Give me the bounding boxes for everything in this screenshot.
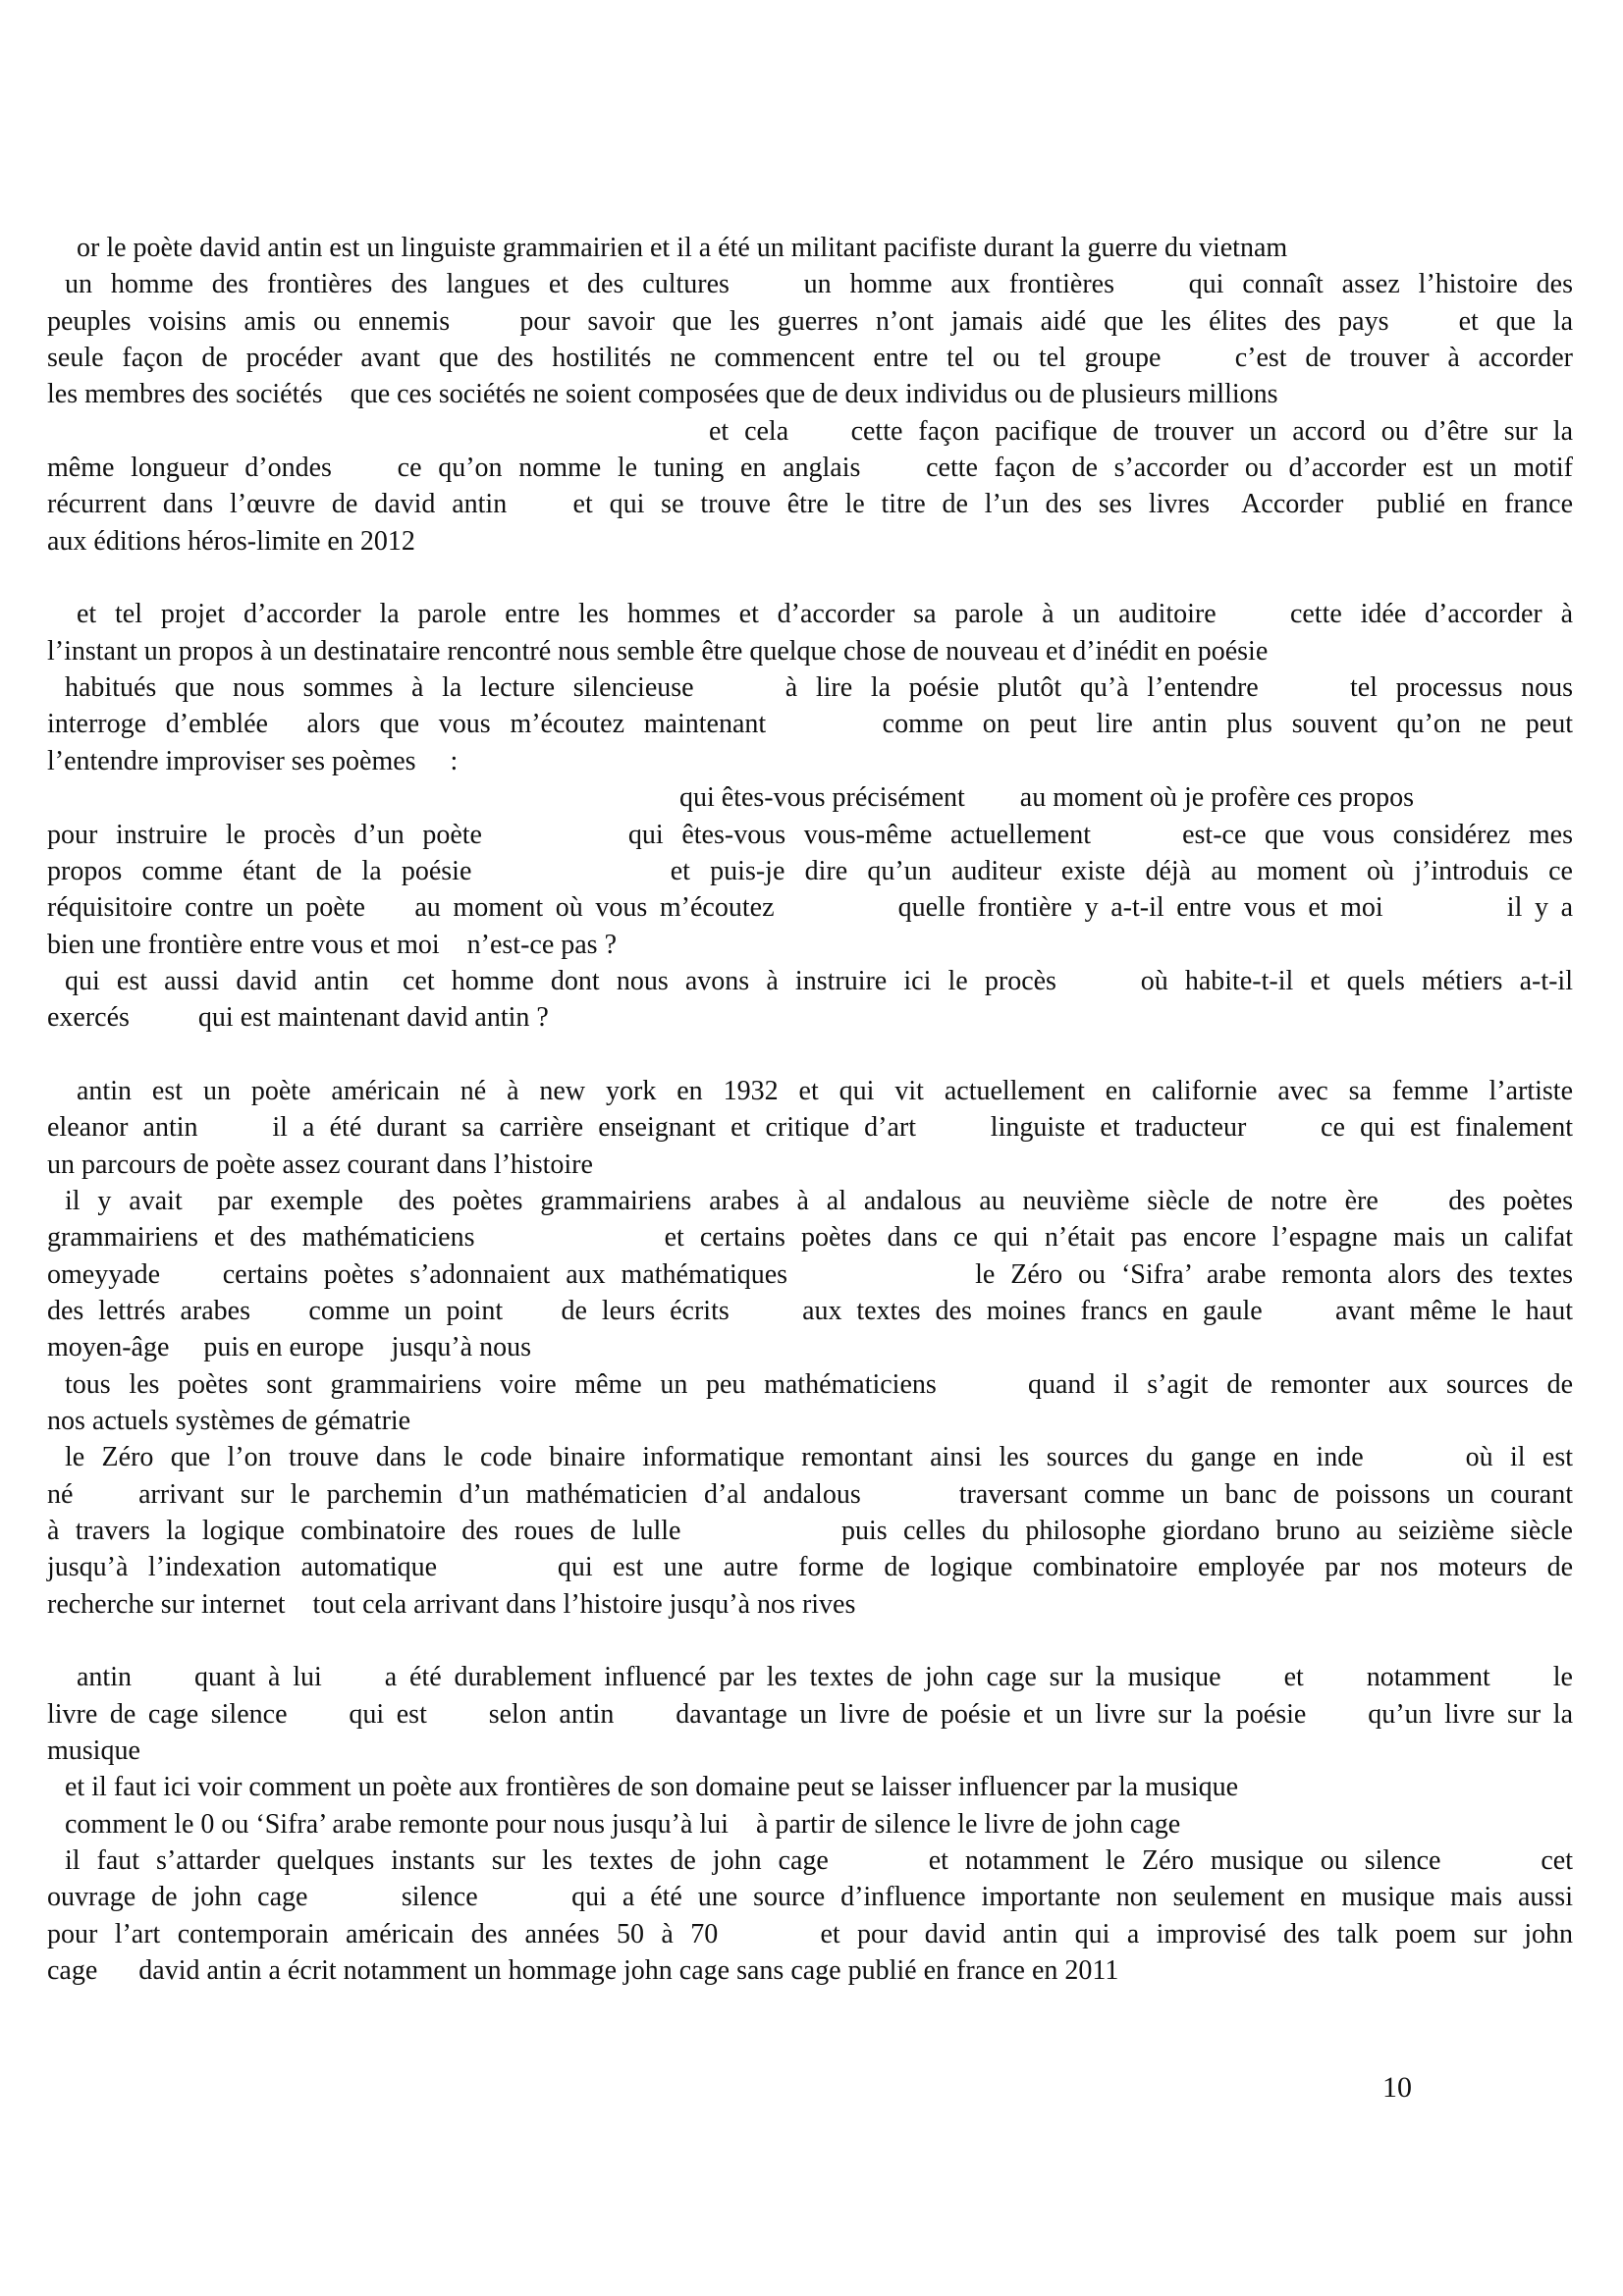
paragraph xyxy=(47,1073,1573,1623)
text-line: grammairiens et des mathématiciens et certains poètes dans ce qui n’était pas encore l’espagne mais un califat xyxy=(47,1222,1573,1254)
text-line: à travers la logique combinatoire des roues de lulle puis celles du philosophe giordano bruno au seizième siècle xyxy=(47,1516,1573,1547)
text-line: il faut s’attarder quelques instants sur les textes de john cage et notamment le Zéro musique ou silence cet xyxy=(65,1845,1573,1877)
text-line: l’entendre improviser ses poèmes : xyxy=(47,745,459,776)
text-line: or le poète david antin est un linguiste grammairien et il a été un militant pacifiste durant la guerre du vietnam xyxy=(77,233,1288,263)
text-line: le Zéro que l’on trouve dans le code binaire informatique remontant ainsi les sources du gange en inde où il est xyxy=(65,1442,1573,1473)
paragraph-gap xyxy=(47,560,1573,596)
paragraph-gap xyxy=(47,1037,1573,1073)
text-line: recherche sur internet tout cela arrivant dans l’histoire jusqu’à nos rives xyxy=(47,1588,856,1620)
text-line: pour instruire le procès d’un poète qui êtes-vous vous-même actuellement est-ce que vous considérez mes xyxy=(47,819,1573,850)
text-line: pour l’art contemporain américain des années 50 à 70 et pour david antin qui a improvisé des talk poem sur john xyxy=(47,1918,1573,1949)
text-line: un parcours de poète assez courant dans l’histoire xyxy=(47,1148,593,1180)
text-line: cage david antin a écrit notamment un hommage john cage sans cage publié en france en 2011 xyxy=(47,1955,1119,1987)
text-line: bien une frontière entre vous et moi n’est-ce pas ? xyxy=(47,929,618,960)
text-line: né arrivant sur le parchemin d’un mathématicien d’al andalous traversant comme un banc de poissons un courant xyxy=(47,1478,1573,1510)
paragraph xyxy=(47,596,1573,1036)
text-line: les membres des sociétés que ces sociétés ne soient composées que de deux individus ou de plusieurs millions xyxy=(47,379,1278,410)
text-line: tous les poètes sont grammairiens voire même un peu mathématiciens quand il s’agit de remonter aux sources de xyxy=(65,1368,1573,1400)
page-number: 10 xyxy=(1382,2071,1412,2104)
paragraph-gap xyxy=(47,1623,1573,1659)
text-line: jusqu’à l’indexation automatique qui est une autre forme de logique combinatoire employée par nos moteurs de xyxy=(47,1552,1573,1583)
text-line: musique xyxy=(47,1735,140,1767)
text-line: récurrent dans l’œuvre de david antin et qui se trouve être le titre de l’un des ses livres Accorder publié en france xyxy=(47,489,1573,520)
text-line: l’instant un propos à un destinataire rencontré nous semble être quelque chose de nouveau et d’inédit en poésie xyxy=(47,635,1269,667)
text-line: qui est aussi david antin cet homme dont nous avons à instruire ici le procès où habite-t-il et quels métiers a-t-il xyxy=(65,965,1573,996)
text-line: qui êtes-vous précisément au moment où je profère ces propos xyxy=(679,782,1415,814)
text-line: moyen-âge puis en europe jusqu’à nous xyxy=(47,1332,531,1363)
text-line: exercés qui est maintenant david antin ? xyxy=(47,1002,549,1034)
text-line: et cela cette façon pacifique de trouver un accord ou d’être sur la xyxy=(709,415,1573,447)
text-line: antin est un poète américain né à new york en 1932 et qui vit actuellement en californie avec sa femme l’artiste xyxy=(77,1075,1573,1106)
text-line: livre de cage silence qui est selon antin davantage un livre de poésie et un livre sur la poésie qu’un livre sur la xyxy=(47,1698,1573,1730)
text-line: il y avait par exemple des poètes grammairiens arabes à al andalous au neuvième siècle de notre ère des poètes xyxy=(65,1185,1573,1216)
text-line: même longueur d’ondes ce qu’on nomme le tuning en anglais cette façon de s’accorder ou d’accorder est un motif xyxy=(47,453,1573,484)
text-line: comment le 0 ou ‘Sifra’ arabe remonte pour nous jusqu’à lui à partir de silence le livre de john cage xyxy=(65,1808,1181,1840)
text-line: interroge d’emblée alors que vous m’écoutez maintenant comme on peut lire antin plus souvent qu’on ne peut xyxy=(47,709,1573,740)
text-line: omeyyade certains poètes s’adonnaient aux mathématiques le Zéro ou ‘Sifra’ arabe remonta alors des textes xyxy=(47,1258,1573,1290)
text-line: eleanor antin il a été durant sa carrière enseignant et critique d’art linguiste et traducteur ce qui est finalement xyxy=(47,1112,1573,1144)
paragraph xyxy=(47,230,1573,560)
text-line: habitués que nous sommes à la lecture silencieuse à lire la poésie plutôt qu’à l’entendre tel processus nous xyxy=(65,672,1573,704)
text-line: un homme des frontières des langues et des cultures un homme aux frontières qui connaît assez l’histoire des xyxy=(65,269,1573,300)
text-line: et il faut ici voir comment un poète aux frontières de son domaine peut se laisser influencer par la musique xyxy=(65,1772,1239,1803)
text-line: et tel projet d’accorder la parole entre les hommes et d’accorder sa parole à un auditoire cette idée d’accorder à xyxy=(77,599,1573,630)
text-line: des lettrés arabes comme un point de leurs écrits aux textes des moines francs en gaule avant même le haut xyxy=(47,1295,1573,1326)
text-line: seule façon de procéder avant que des hostilités ne commencent entre tel ou tel groupe c’est de trouver à accorder xyxy=(47,343,1573,374)
text-line: nos actuels systèmes de gématrie xyxy=(47,1406,411,1436)
paragraph xyxy=(47,1659,1573,1989)
text-line: ouvrage de john cage silence qui a été une source d’influence importante non seulement en musique mais aussi xyxy=(47,1882,1573,1913)
text-line: antin quant à lui a été durablement influencé par les textes de john cage sur la musique et notamment le xyxy=(77,1662,1573,1693)
text-line: aux éditions héros-limite en 2012 xyxy=(47,525,415,557)
document-body xyxy=(47,230,1573,1990)
text-line: réquisitoire contre un poète au moment où vous m’écoutez quelle frontière y a-t-il entre vous et moi il y a xyxy=(47,892,1573,924)
text-line: peuples voisins amis ou ennemis pour savoir que les guerres n’ont jamais aidé que les élites des pays et que la xyxy=(47,305,1573,337)
text-line: propos comme étant de la poésie et puis-je dire qu’un auditeur existe déjà au moment où j’introduis ce xyxy=(47,855,1573,886)
